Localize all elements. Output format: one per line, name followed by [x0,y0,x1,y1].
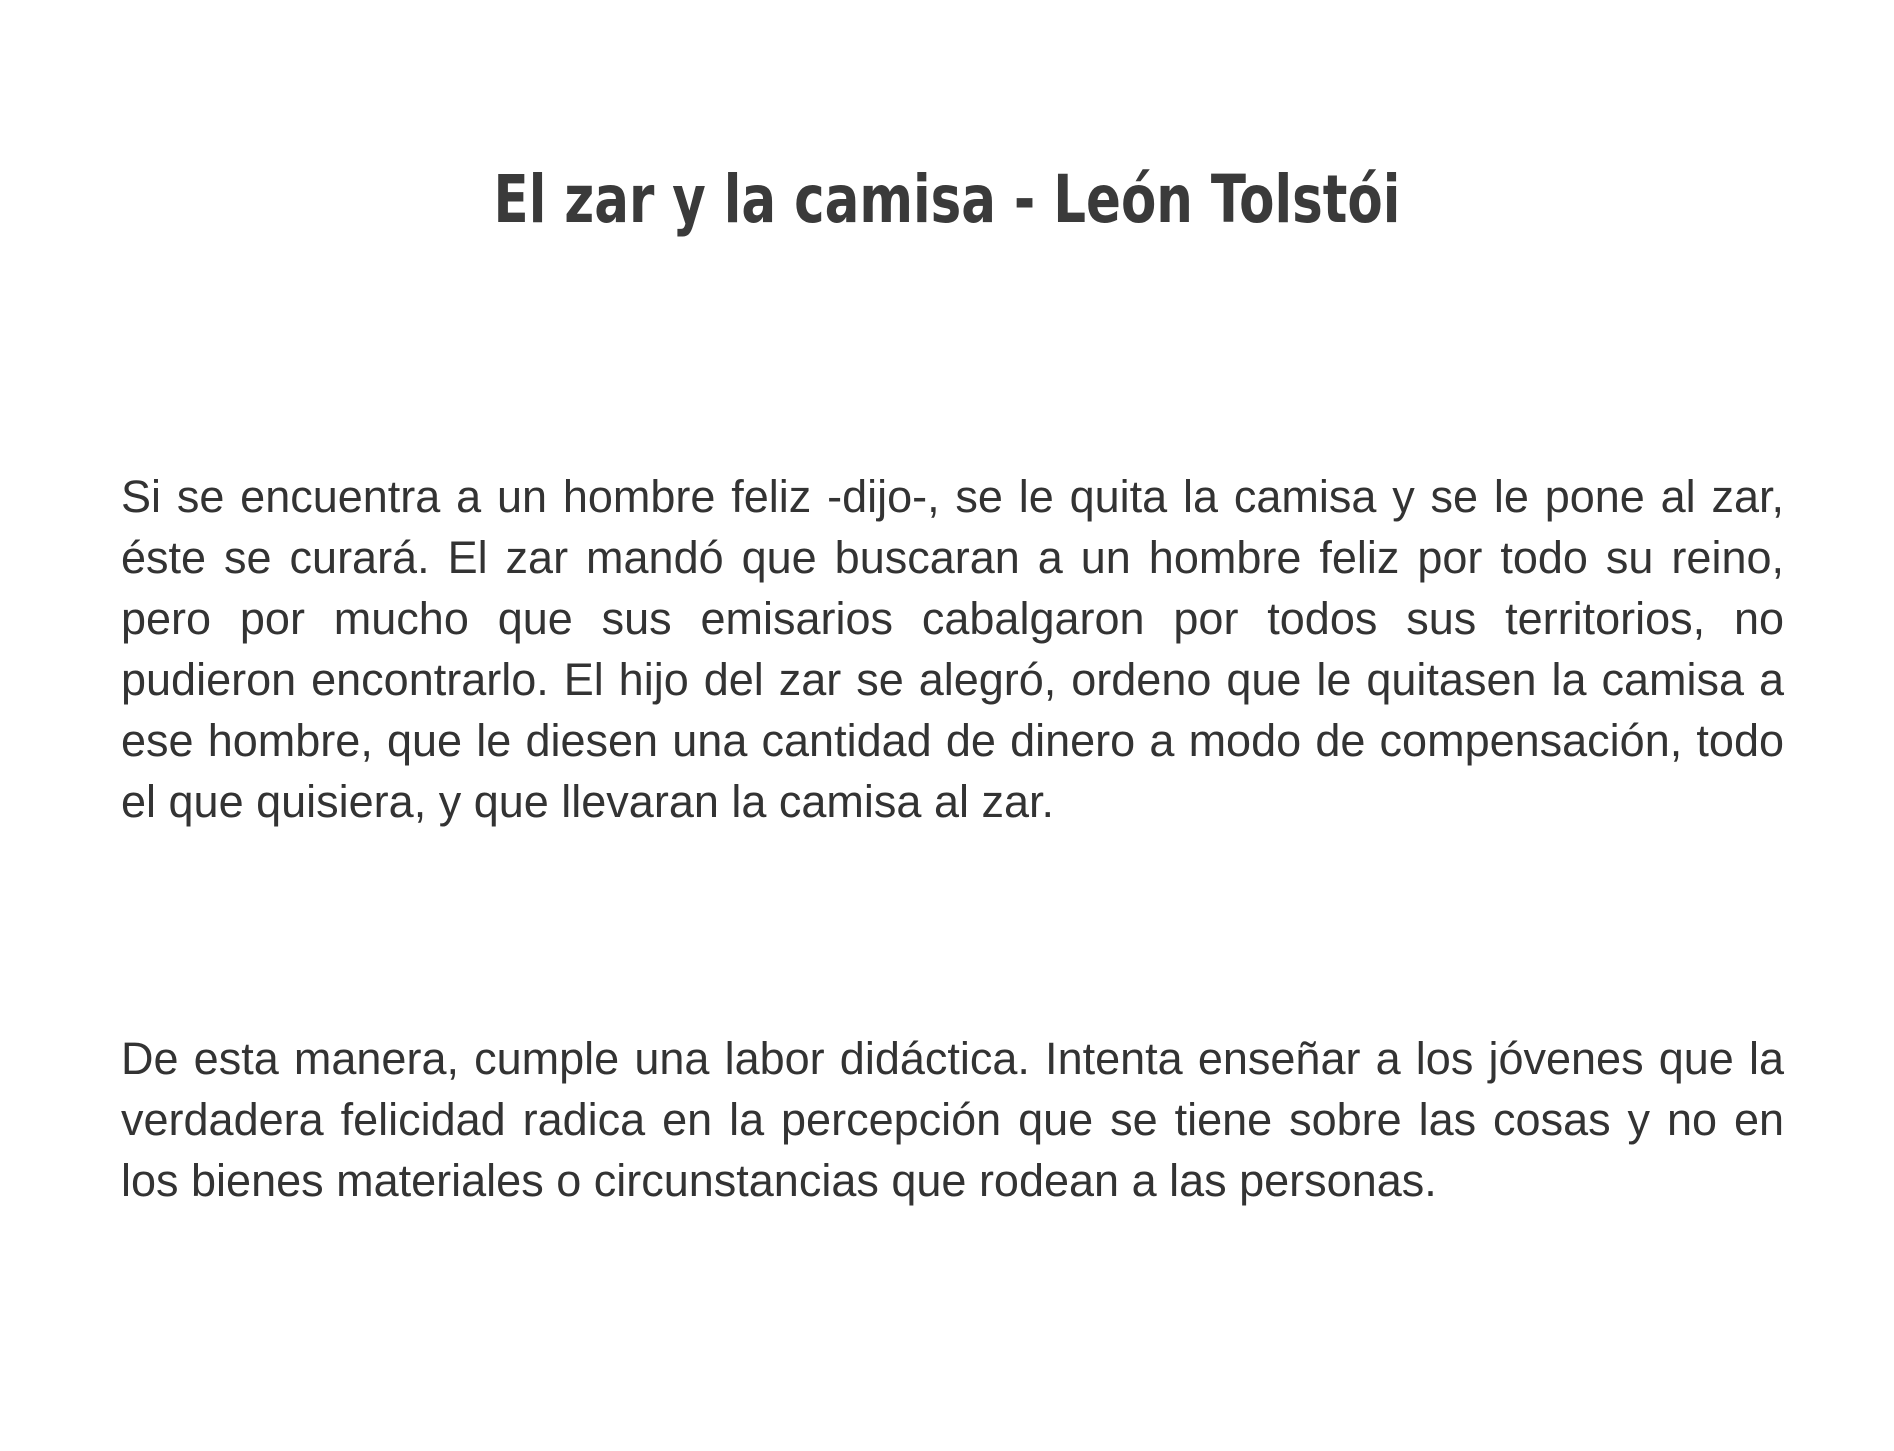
paragraph-story: Si se encuentra a un hombre feliz -dijo-, se le quita la camisa y se le pone al zar, éste se curará. El zar mandó que buscaran a un hombre feliz por todo su reino, pero por mucho que sus emisarios cabalgaron por todos sus territorios, no pudieron encontrarlo. El hijo del zar se alegró, ordeno que le quitasen la camisa a ese hombre, que le diesen una cantidad de dinero a modo de compensación, todo el que quisiera, y que llevaran la camisa al zar. [121,471,1784,827]
paragraph-moral: De esta manera, cumple una labor didáctica. Intenta enseñar a los jóvenes que la verdadera felicidad radica en la percepción que se tiene sobre las cosas y no en los bienes materiales o circunstancias que rodean a las personas. [121,1033,1784,1206]
document-title: El zar y la camisa - León Tolstói [493,161,1401,238]
